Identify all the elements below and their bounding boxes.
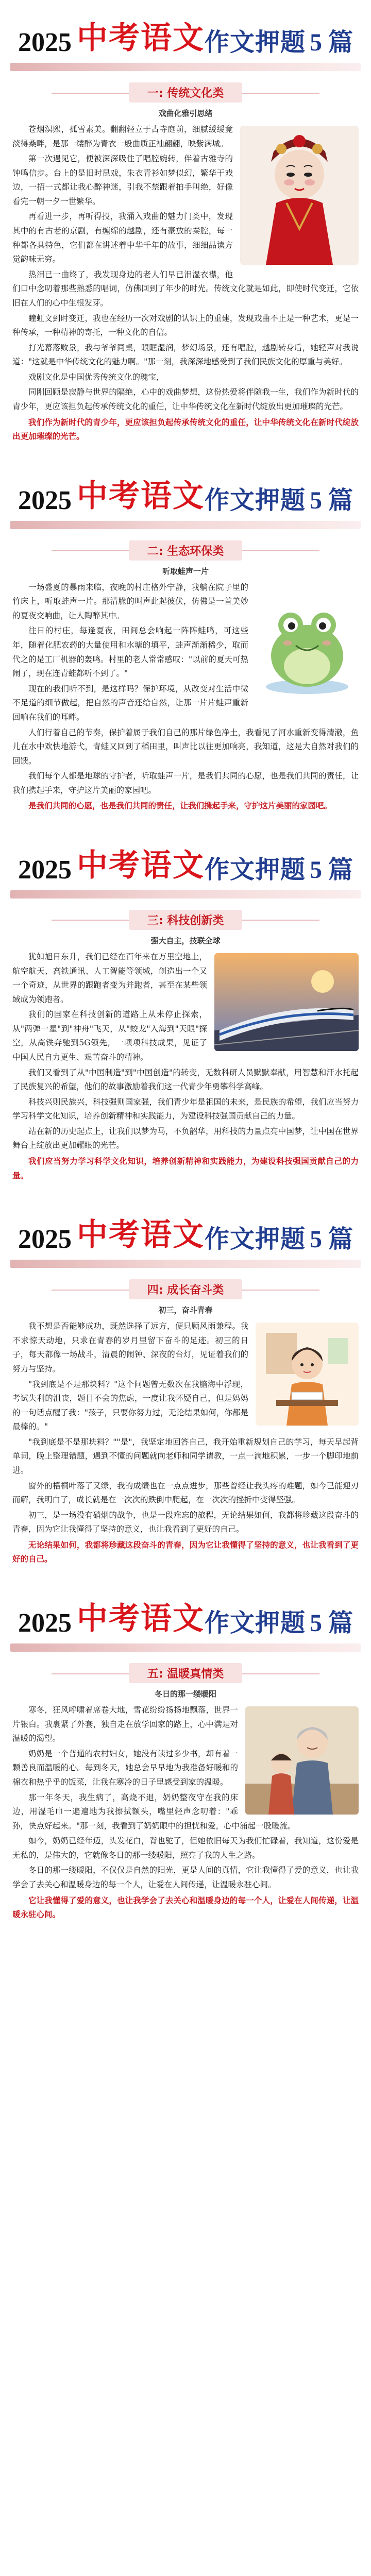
page-banner — [0, 1197, 371, 1260]
essay-body — [0, 1703, 371, 1923]
banner-year: 2025 — [18, 855, 72, 885]
essay-section — [0, 827, 371, 1197]
banner-underline — [10, 890, 361, 899]
banner-tail: 5 篇 — [310, 856, 353, 884]
essay-paragraph: 我们每个人都是地球的守护者，听取蛙声一片，是我们共同的心愿，也是我们共同的责任，让我们携起手来，守护这片美丽的家园吧。 — [12, 771, 359, 795]
essay-paragraph: 戏剧文化是中国优秀传统文化的瑰宝， — [28, 372, 164, 382]
banner-blue: 作文押题 — [204, 855, 306, 884]
essay-body — [0, 1319, 371, 1567]
banner-year: 2025 — [18, 28, 72, 57]
highlight-sentence: 我们作为新时代的青少年，更应该担负起传承传统文化的重任，让中华传统文化在新时代绽放出更加璀璨的光芒。 — [12, 417, 359, 442]
highlight-sentence: 我们应当努力学习科学文化知识，培养创新精神和实践能力，为建设科技强国贡献自己的力量。 — [12, 1156, 359, 1180]
banner-underline — [10, 63, 361, 71]
essay-paragraph: 我不想是否能够成功，既然选择了远方，便只顾风雨兼程。我不求惊天动地，只求在青春的岁月里留下奋斗的足迹。初三的日子，每天都像一场战斗，清晨的闹钟、深夜的台灯，见证着我们的努力与坚持。 — [12, 1321, 248, 1374]
banner-year: 2025 — [18, 1608, 72, 1638]
essay-paragraph: 人们行着自己的节奏，保护着属于我们自己的那片绿色净土，我看见了河水重新变得清澈，鱼儿在水中欢快地游弋，青蛙又回到了稻田里，叫声比以往更加响亮，我知道，这是大自然对我们的回馈。 — [12, 727, 359, 766]
essay-paragraph: "我到底是不是那块料？"这个问题曾无数次在我脑海中浮现，考试失利的沮丧，题目不会的焦虑，一度让我怀疑自己，但是妈妈的一句话点醒了我："孩子，只要你努力过，无论结果如何，你都是最棒的。" — [12, 1379, 248, 1432]
essay-section — [0, 458, 371, 827]
essay-paragraph: 冬日的那一缕暖阳，不仅仅是自然的阳光，更是人间的真情，它让我懂得了爱的意义，也让我学会了去关心和温暖身边的每一个人，让爱在人间传递，让温暖永驻心间。 — [12, 1866, 359, 1889]
highlight-sentence: 它让我懂得了爱的意义，也让我学会了去关心和温暖身边的每一个人，让爱在人间传递，让温暖永驻心间。 — [12, 1895, 359, 1920]
essay-paragraph: 再看进一步，再听得投，我涌入戏曲的魅力门类中，发现其中的有古老的京剧，有缠绵的越剧，还有豪放的秦腔，每一种都各具特色，它们都在讲述着中华千年的故事，细细品读方觉韵味无穷。 — [12, 212, 233, 264]
section-header — [0, 1279, 371, 1299]
essay-paragraph: 第一次遇见它，便被深深吸住了唱腔婉转，伴着古雅寺的钟鸣信步。台上的是旧时昆戏，朱衣青衫如梦似幻，繁华于戏边，一招一式都让我心醉神迷，引我不禁跟着拍手叫绝，好像看完一朝一夕一世繁华。 — [12, 154, 233, 206]
essay-paragraph: 现在的我们听不到，是这样吗？保护环境，从改变对生活中微不足道的细节做起，把自然的声音还给自然，让那一片片蛙声重新回响在我们的耳畔。 — [12, 684, 248, 722]
banner-blue: 作文押题 — [204, 28, 306, 57]
essay-paragraph: 如今，奶奶已经年迈，头发花白，背也驼了，但她依旧每天为我们忙碌着，我知道，这份爱是无私的，是伟大的，它就像冬日的那一缕暖阳，照亮了我的人生之路。 — [12, 1836, 359, 1860]
page-banner — [0, 0, 371, 63]
essay-paragraph: 往日的村庄，每逢夏夜，田间总会响起一阵阵蛙鸣，可这些年，随着化肥农药的大量使用和水塘的填平，蛙声渐渐稀少，取而代之的是工厂机器的轰鸣。村里的老人常常感叹："以前的夏天可热闹了，现在连青蛙都听不到了。" — [12, 626, 248, 679]
section-title: 五: 温暖真情类 — [129, 1663, 242, 1683]
essay-paragraph: 同刚回顾是寂静与世界的隔绝，心中的戏曲梦想，这份热爱将伴随我一生，我们作为新时代的青少年，更应该担负起传承传统文化的重任，让中华传统文化在新时代绽放出更加璀璨的光芒。 — [12, 387, 359, 411]
studying-student-illustration — [256, 1323, 359, 1426]
high-speed-train-illustration — [214, 953, 359, 1051]
banner-underline — [10, 1260, 361, 1268]
essay-title: 听取蛙声一片 — [162, 566, 209, 576]
essay-paragraph: 打光幕落败景，我与爷爷同桌，眼眶湿润，梦幻场景，还有唱腔，越剧转身后，她轻声对我说道："这就是中华传统文化的魅力啊。"那一刻，我深深地感受到了我们民族文化的厚重与美好。 — [12, 343, 359, 367]
essay-paragraph: 苍烟溟熙，孤雪素美。翻翻轻立于古寺庭前，细腻缓缓竟淡得桑畔，是那一缕醉为青衣一般曲质正袖翩翩，映紫满城。 — [12, 125, 233, 148]
essay-paragraph: 我们的国家在科技创新的道路上从未停止探索，从"两弹一星"到"神舟"飞天，从"蛟龙"入海到"天眼"探空，从高铁奔驰到5G领先，一项项科技成果，见证了中国人民自力更生、艰苦奋斗的精神。 — [12, 1010, 207, 1062]
banner-red: 中考语文 — [76, 1217, 205, 1253]
essay-paragraph: 那一年冬天，我生病了，高烧不退，奶奶整夜守在我的床边，用湿毛巾一遍遍地为我擦拭额头，嘴里轻声念叨着："乖孙，快点好起来。"那一刻，我看到了奶奶眼中的担忧和爱，心中涌起一股暖流。 — [12, 1792, 296, 1831]
section-title: 二: 生态环保类 — [129, 540, 242, 561]
essay-title: 戏曲化雅引思绪 — [158, 109, 213, 118]
page-banner — [0, 827, 371, 890]
section-header — [0, 540, 371, 561]
banner-tail: 5 篇 — [310, 1226, 353, 1253]
page-banner — [0, 458, 371, 521]
frog-illustration — [256, 584, 359, 702]
essay-paragraph: 热泪已一曲终了，我发现身边的老人们早已泪湿衣襟，他们口中念叨着那些熟悉的唱词，仿佛回到了年少的时光。传统文化就是如此，即使时代变迁，它依旧在人们的心中生根发芽。 — [12, 269, 359, 308]
essay-paragraph: 寒冬，狂风呼啸着席卷大地，雪花纷纷扬扬地飘落，世界一片银白。我裹紧了外套，独自走在放学回家的路上，心中满是对温暖的渴望。 — [12, 1705, 238, 1743]
essay-section — [0, 1197, 371, 1581]
highlight-sentence: 是我们共同的心愿，也是我们共同的责任，让我们携起手来，守护这片美丽的家园吧。 — [28, 801, 332, 811]
grandmother-illustration — [245, 1706, 359, 1815]
essay-paragraph: 犹如旭日东升，我们已经在百年来在万里空地上，航空航天、高铁通讯、人工智能等领域，创造出一个又一个奇迹，从世界的跟跑者变为并跑者，甚至在某些领域成为领跑者。 — [12, 952, 207, 1004]
essay-paragraph: "我到底是不是那块料？""是"，我坚定地回答自己，我开始重新规划自己的学习，每天早起背单词，晚上整理错题，遇到不懂的问题就向老师和同学请教，一点一滴地积累，一步一个脚印地前进。 — [12, 1437, 359, 1475]
banner-red: 中考语文 — [76, 847, 205, 884]
essay-paragraph: 窗外的梧桐叶落了又绿，我的成绩也在一点点进步，那些曾经让我头疼的难题，如今已能迎刃而解，我明白了，成长就是在一次次的跌倒中爬起，在一次次的挫折中变得坚强。 — [12, 1481, 359, 1505]
section-title: 一: 传统文化类 — [129, 82, 242, 103]
banner-tail: 5 篇 — [310, 486, 353, 514]
essay-paragraph: 瞳虹文到时变迁，我也在经历一次对戏剧的认识上的重建，发现戏曲不止是一种艺术，更是一种传承，一种精神的寄托，一种文化的自信。 — [12, 313, 359, 337]
banner-tail: 5 篇 — [310, 29, 353, 56]
section-header — [0, 910, 371, 930]
page-banner — [0, 1581, 371, 1643]
essay-title: 初三，奋斗青春 — [158, 1306, 213, 1315]
banner-year: 2025 — [18, 1225, 72, 1255]
section-header — [0, 82, 371, 103]
essay-paragraph: 科技兴则民族兴，科技强则国家强，我们青少年是祖国的未来，是民族的希望，我们应当努力学习科学文化知识，培养创新精神和实践能力，为建设科技强国贡献自己的力量。 — [12, 1097, 359, 1121]
essay-body — [0, 950, 371, 1183]
essay-paragraph: 站在新的历史起点上，让我们以梦为马，不负韶华，用科技的力量点亮中国梦，让中国在世界舞台上绽放出更加耀眼的光芒。 — [12, 1126, 359, 1150]
section-title: 三: 科技创新类 — [129, 910, 242, 930]
essay-paragraph: 一场盛夏的暴雨来临，夜晚的村庄格外宁静，我躺在院子里的竹床上，听取蛙声一片。那清脆的叫声此起彼伏，仿佛是一首美妙的夏夜交响曲，让人陶醉其中。 — [12, 582, 248, 620]
essay-section — [0, 1581, 371, 1936]
essay-body — [0, 581, 371, 814]
highlight-sentence: 无论结果如何，我都将珍藏这段奋斗的青春，因为它让我懂得了坚持的意义，也让我看到了更好的自己。 — [12, 1539, 359, 1564]
essay-body — [0, 123, 371, 445]
banner-red: 中考语文 — [76, 1601, 205, 1637]
essay-title: 强大自主，技联全球 — [150, 936, 221, 945]
banner-blue: 作文押题 — [204, 485, 306, 515]
banner-blue: 作文押题 — [204, 1225, 306, 1254]
essay-paragraph: 奶奶是一个普通的农村妇女，她没有读过多少书，却有着一颗善良而温暖的心。每到冬天，她总会早早地为我准备好暖和的棉衣和热乎乎的饭菜，让我在寒冷的日子里感受到家的温暖。 — [12, 1749, 238, 1787]
banner-underline — [10, 521, 361, 529]
banner-underline — [10, 1643, 361, 1652]
essay-paragraph: 初三，是一场没有硝烟的战争，也是一段难忘的旅程，无论结果如何，我都将珍藏这段奋斗的青春，因为它让我懂得了坚持的意义，也让我看到了更好的自己。 — [12, 1510, 359, 1534]
banner-blue: 作文押题 — [204, 1608, 306, 1638]
opera-figure-illustration — [240, 126, 359, 265]
essay-title: 冬日的那一缕暖阳 — [154, 1689, 216, 1699]
banner-red: 中考语文 — [76, 20, 205, 56]
section-header — [0, 1663, 371, 1683]
section-title: 四: 成长奋斗类 — [129, 1279, 242, 1299]
banner-year: 2025 — [18, 485, 72, 515]
essay-section — [0, 0, 371, 458]
banner-tail: 5 篇 — [310, 1609, 353, 1637]
banner-red: 中考语文 — [76, 478, 205, 514]
essay-paragraph: 我们又看到了从"中国制造"到"中国创造"的转变，无数科研人员默默奉献，用智慧和汗水托起了民族复兴的希望，他们的故事激励着我们这一代青少年勇攀科学高峰。 — [12, 1067, 359, 1092]
